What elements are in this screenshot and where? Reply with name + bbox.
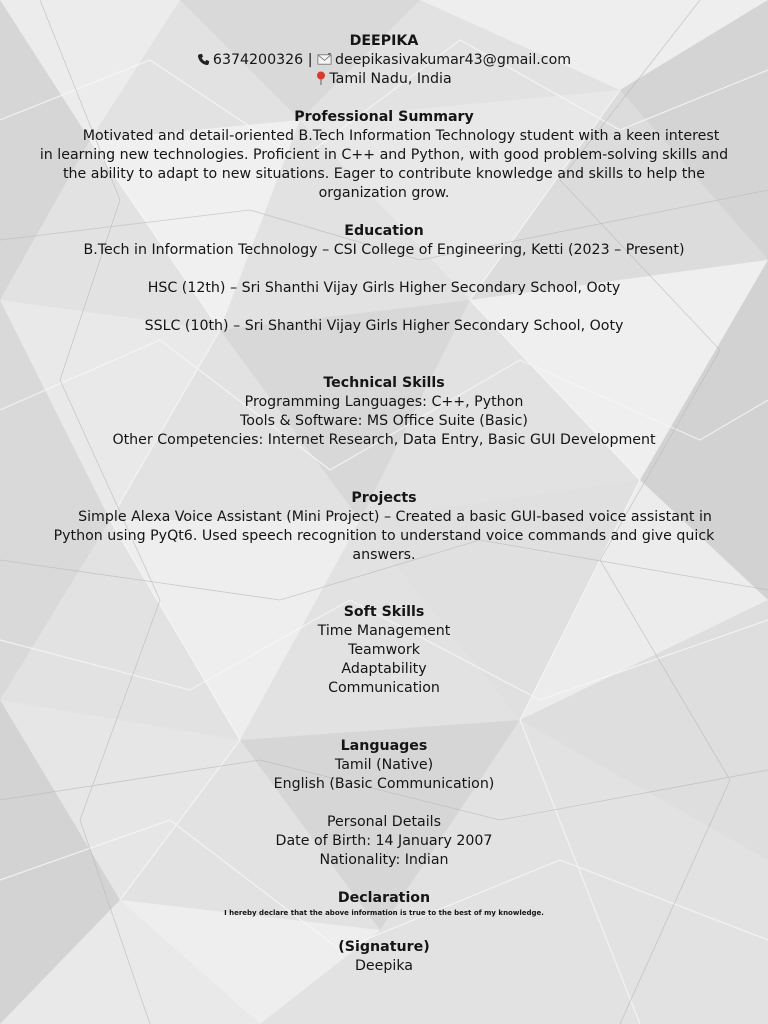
language-item: Tamil (Native) — [334, 757, 434, 773]
location-text: Tamil Nadu, India — [329, 71, 452, 87]
summary-line: the ability to adapt to new situations. Eager to contribute knowledge and skills to help the — [62, 166, 706, 182]
education-heading: Education — [344, 223, 424, 239]
project-line: Python using PyQt6. Used speech recognition to understand voice commands and give quick — [53, 528, 715, 544]
signature-label: (Signature) — [338, 939, 430, 955]
candidate-name: DEEPIKA — [349, 33, 419, 49]
technical-skill-item: Other Competencies: Internet Research, Data Entry, Basic GUI Development — [112, 432, 656, 448]
soft-skills-heading: Soft Skills — [343, 604, 425, 620]
projects-heading: Projects — [351, 490, 417, 506]
summary-line: organization grow. — [318, 185, 450, 201]
personal-detail-item: Nationality: Indian — [319, 852, 449, 868]
declaration-text: I hereby declare that the above information is true to the best of my knowledge. — [224, 909, 544, 917]
language-item: English (Basic Communication) — [273, 776, 495, 792]
personal-detail-item: Date of Birth: 14 January 2007 — [275, 833, 493, 849]
contact-line — [0, 51, 768, 72]
summary-heading: Professional Summary — [294, 109, 474, 125]
soft-skill-item: Communication — [328, 680, 440, 696]
summary-line: Motivated and detail-oriented B.Tech Information Technology student with a keen interest — [82, 128, 720, 144]
personal-details-heading: Personal Details — [326, 814, 441, 830]
soft-skill-item: Adaptability — [341, 661, 427, 677]
location-pin-icon — [316, 71, 326, 91]
project-line: Simple Alexa Voice Assistant (Mini Project) – Created a basic GUI-based voice assistant in — [78, 509, 712, 525]
signature-name: Deepika — [355, 958, 413, 974]
phone-number: 6374200326 — [212, 52, 304, 68]
technical-skills-heading: Technical Skills — [323, 375, 445, 391]
soft-skill-item: Time Management — [317, 623, 451, 639]
contact-separator: | — [307, 52, 313, 68]
education-item: SSLC (10th) – Sri Shanthi Vijay Girls Higher Secondary School, Ooty — [144, 318, 624, 334]
summary-line: in learning new technologies. Proficient in C++ and Python, with good problem-solving skills and — [39, 147, 729, 163]
project-line: answers. — [352, 547, 416, 563]
soft-skill-item: Teamwork — [348, 642, 420, 658]
declaration-heading: Declaration — [337, 890, 431, 906]
location-line — [0, 70, 768, 91]
education-item: HSC (12th) – Sri Shanthi Vijay Girls Higher Secondary School, Ooty — [147, 280, 621, 296]
technical-skill-item: Tools & Software: MS Office Suite (Basic) — [240, 413, 528, 429]
languages-heading: Languages — [340, 738, 428, 754]
technical-skill-item: Programming Languages: C++, Python — [244, 394, 524, 410]
email-address: deepikasivakumar43@gmail.com — [335, 52, 572, 68]
education-item: B.Tech in Information Technology – CSI College of Engineering, Ketti (2023 – Present) — [83, 242, 685, 258]
